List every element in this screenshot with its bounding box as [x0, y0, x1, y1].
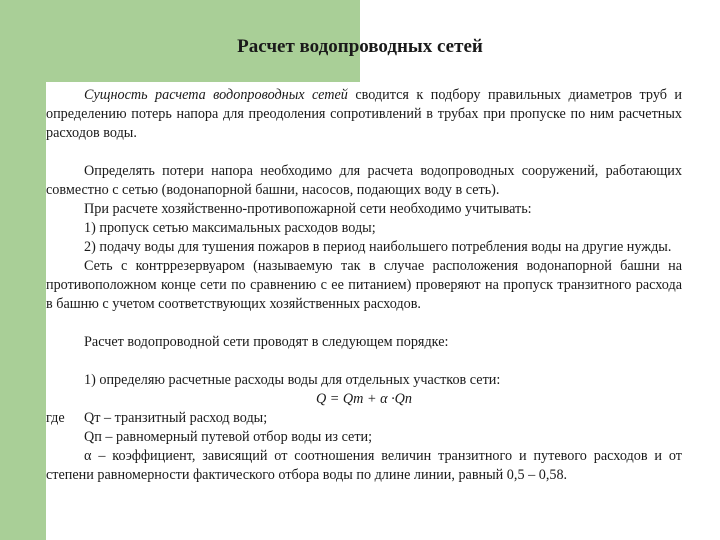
definition-transit-text: Qт – транзитный расход воды; — [84, 410, 268, 426]
definition-transit — [46, 409, 682, 428]
list-item-2: 2) подачу воды для тушения пожаров в период наибольшего потребления воды на другие нужды. — [84, 239, 672, 255]
paragraph-head-loss: Определять потери напора необходимо для расчета водопроводных сооружений, работающих совместно с сетью (водонапорной башни, насосов, подающих воду в сеть). — [46, 163, 682, 198]
page-title: Расчет водопроводных сетей — [237, 36, 483, 57]
definition-path: Qп – равномерный путевой отбор воды из сети; — [84, 429, 373, 445]
where-label: где — [46, 410, 65, 426]
procedure-step-1: 1) определяю расчетные расходы воды для отдельных участков сети: — [84, 372, 501, 388]
list-item-1: 1) пропуск сетью максимальных расходов воды; — [84, 220, 376, 236]
paragraph-essence-text: сводится к подбору правильных диаметров труб и определению потерь напора для преодоления сопротивлений в трубах при пропуске по ним расчетных расходов воды. — [46, 87, 682, 141]
definition-alpha: α – коэффициент, зависящий от соотношения величин транзитного и путевого расходов и от степени равномерности фактического отбора воды по длине линии, равный 0,5 – 0,58. — [46, 448, 682, 483]
paragraph-counter-reservoir: Сеть с контррезервуаром (называемую так в случае расположения водонапорной башни на противоположном конце сети по сравнению с ее питанием) проверяют на пропуск транзитного расхода в башню с учетом соответствующих хозяйственных расходов. — [46, 258, 682, 312]
paragraph-essence-italic: Сущность расчета водопроводных сетей — [84, 87, 348, 103]
paragraph-essence — [46, 86, 682, 143]
paragraph-procedure: Расчет водопроводной сети проводят в следующем порядке: — [84, 334, 449, 350]
paragraph-requirements-intro: При расчете хозяйственно-противопожарной сети необходимо учитывать: — [84, 201, 532, 217]
document-body — [46, 86, 682, 485]
flow-formula: Q = Qт + α ·Qп — [316, 391, 412, 407]
left-accent-band — [0, 82, 46, 540]
